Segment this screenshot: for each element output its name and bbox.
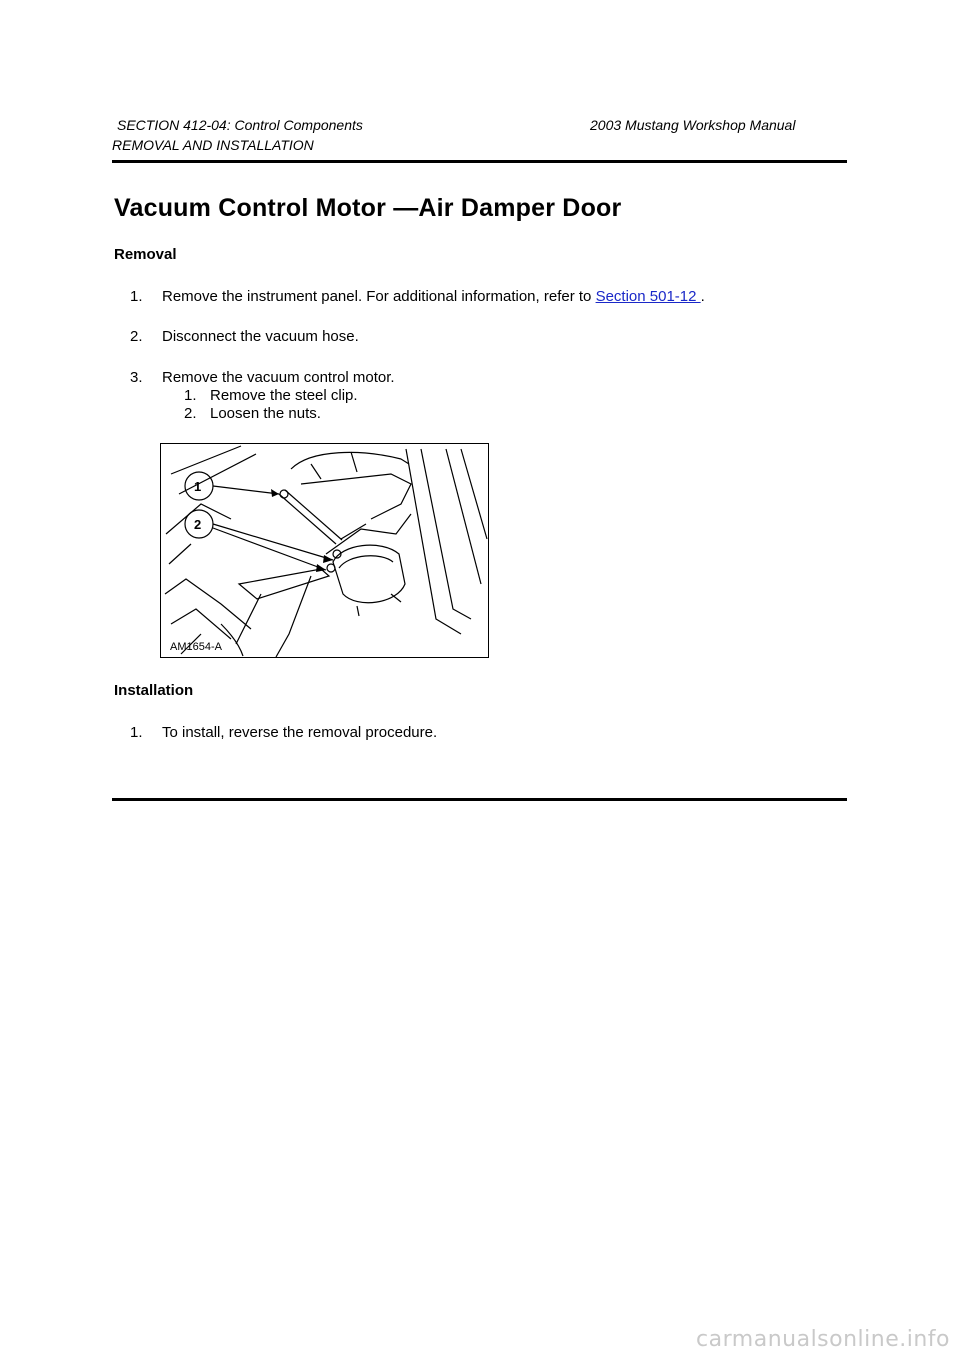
step-text-end: . [700,288,705,305]
callout-1: 1 [194,479,202,494]
step-number: 3. [130,369,143,386]
removal-step-1 [130,288,705,305]
substep-text: Remove the steel clip. [210,387,358,404]
step-text: To install, reverse the removal procedure. [162,724,438,741]
step-text: Remove the vacuum control motor. [162,369,395,386]
substep-number: 2. [184,405,197,422]
step-text: Remove the instrument panel. For additional information, refer to [162,288,596,305]
step-number: 1. [130,724,143,741]
header-subtitle: REMOVAL AND INSTALLATION [112,137,314,153]
installation-step-1 [130,724,437,741]
header-section: SECTION 412-04: Control Components [117,117,363,133]
installation-heading: Installation [114,682,194,699]
header-manual-title: 2003 Mustang Workshop Manual [590,117,796,133]
section-501-12-link[interactable]: Section 501-12 [595,288,701,305]
step-number: 2. [130,328,143,345]
vacuum-motor-illustration [160,443,489,658]
step-text: Disconnect the vacuum hose. [162,328,359,345]
watermark: carmanualsonline.info [696,1327,950,1352]
removal-step-2 [130,328,359,345]
removal-heading: Removal [114,246,177,263]
removal-substep-1 [184,387,358,404]
removal-substep-2 [184,405,321,422]
footer-rule [112,798,847,801]
header-rule [112,160,847,163]
removal-step-3 [130,369,395,386]
figure-code: AM1654-A [170,641,222,653]
callout-2: 2 [194,517,202,532]
step-number: 1. [130,288,143,305]
substep-text: Loosen the nuts. [210,405,321,422]
substep-number: 1. [184,387,197,404]
page-title: Vacuum Control Motor —Air Damper Door [114,194,622,222]
